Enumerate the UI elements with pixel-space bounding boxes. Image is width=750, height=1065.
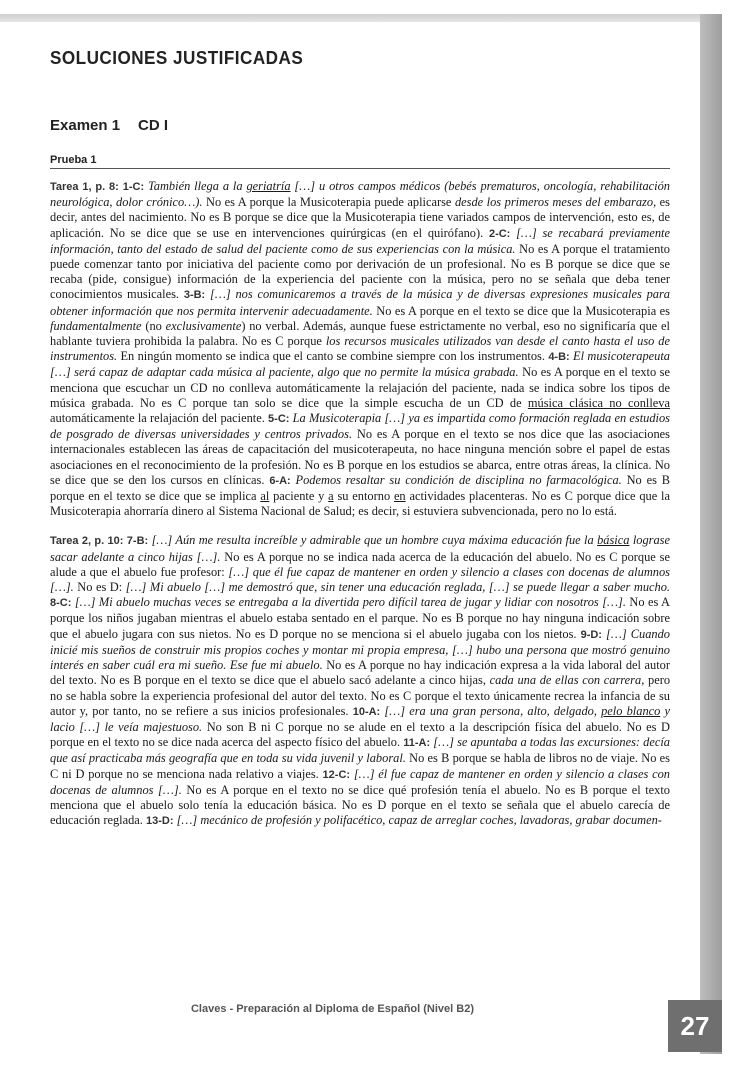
text-run: actividades placenteras. No es C porque dice que la Musicoterapia ahorraría dinero al Sistema Nacional de Salud; es decir, si estuviera subvencionada, pero no lo está.: [50, 489, 670, 519]
text-run: […] él fue capaz de mantener en orden y silencio a clases con docenas de alumnos […].: [50, 766, 670, 797]
answer-label: 5-C:: [268, 413, 290, 426]
text-run: No es A porque la Musicoterapia puede aplicarse: [202, 195, 455, 210]
text-run: No es B porque en el texto se dice que se implica: [50, 472, 670, 504]
text-run: (no: [141, 318, 166, 333]
answer-label: 3-B:: [183, 289, 206, 302]
text-run: básica: [597, 533, 630, 548]
text-run: , pero no se habla sobre la experiencia profesional del autor del texto. No es C porque el texto únicamente recrea la infancia de su autor y, por tanto, no se refiere a sus inicios profesionales.: [50, 673, 671, 718]
text-run: al: [260, 489, 270, 504]
text-run: El musicoterapeuta […] será capaz de adaptar cada música al paciente, algo que no permite la música grabada.: [50, 349, 671, 380]
text-run: música clásica no conlleva: [527, 395, 670, 410]
text-run: […] se apuntaba a todas las excursiones: decía que así practicaba más geografía que en toda su vida juvenil y laboral.: [50, 735, 670, 766]
exam-cd: CD I: [138, 117, 169, 134]
text-run: No es A porque en el texto se menciona que escuchar un CD no conlleva automáticamente la relajación del paciente, nada se indica sobre los tipos de música grabada. No es C porque tan solo se dice que la simple escucha de un CD de: [50, 365, 670, 410]
text-run: paciente y: [269, 489, 329, 504]
text-run: No es A porque en el texto se dice que la Musicoterapia es: [372, 303, 671, 318]
answer-label: 8-C:: [50, 597, 72, 610]
text-run: Podemos resaltar su condición de disciplina no farmacológica.: [290, 472, 622, 487]
text-run: […] Cuando inicié mis sueños de construir mis propios coches y montar mi propia empresa, […] hubo una persona que mostró genuino interés en saber cuál era mi sueño. Ese fue mi abuelo.: [50, 626, 670, 673]
text-run: en: [393, 489, 406, 504]
answer-label: 12-C:: [322, 768, 351, 781]
page-number: 27: [680, 1010, 710, 1041]
answer-label: 2-C:: [488, 227, 511, 240]
page-footer: Claves - Preparación al Diploma de Español (Nivel B2): [190, 1003, 475, 1015]
text-run: y lacio […] le veía majestuoso.: [50, 703, 670, 734]
page-title: SOLUCIONES JUSTIFICADAS: [50, 48, 304, 68]
text-run: fundamentalmente: [50, 318, 142, 333]
text-run: exclusivamente: [165, 318, 242, 333]
text-run: desde los primeros meses del embarazo: [454, 195, 654, 210]
task-2-label: Tarea 2, p. 10:: [50, 535, 124, 548]
task-1-label: Tarea 1, p. 8:: [50, 181, 119, 193]
text-run: No es A porque en el texto se nos dice que las asociaciones internacionales establecen las áreas de capacitación del musicoterapeuta, no hace ninguna mención sobre el papel de estas asociaciones en el reconocimiento de la profesión. No es B porque en los estudios se abarca, entre otras áreas, la clínica. No se dice que se den los cursos en clínicas.: [50, 427, 670, 487]
text-run: […] mecánico de profesión y polifacético, capaz de arreglar coches, lavadoras, grabar documen-: [173, 813, 662, 828]
exam-heading: [50, 117, 670, 134]
text-run: […] Aún me resulta increíble y admirable que un hombre cuya máxima educación fue la: [148, 533, 598, 548]
text-run: lograse sacar adelante a cinco hijas […].: [50, 533, 670, 564]
page-side-band: [700, 14, 722, 1054]
text-run: […] u otros campos médicos (bebés prematuros, oncología, rehabilitación neurológica, dolor crónico…).: [50, 179, 670, 210]
text-run: No es A porque no se indica nada acerca de la educación del abuelo. No es C porque se alude a que el abuelo fue profesor:: [50, 549, 670, 579]
text-run: […] nos comunicaremos a través de la música y de diversas expresiones musicales para obtener información que nos permita intervenir adecuadamente.: [50, 287, 670, 318]
page-top-border: [0, 14, 722, 22]
text-run: No son B ni C porque no se alude en el texto a la descripción física del abuelo. No es D porque en el texto no se dice nada acerca del aspecto físico del abuelo.: [50, 719, 670, 750]
section-heading: Prueba 1: [50, 154, 670, 169]
task-1-paragraph: [50, 179, 670, 519]
text-run: También llega a la: [144, 179, 247, 193]
page-number-box: [668, 1000, 722, 1052]
answer-label: 1-C:: [122, 181, 145, 193]
text-run: automáticamente la relajación del paciente.: [50, 411, 269, 426]
text-run: No es B porque se habla de libros no de viaje. No es C ni D porque no se menciona nada relativo a viajes.: [50, 751, 670, 781]
text-run: No es A porque en el texto no se dice qué profesión tenía el abuelo. No es B porque el texto menciona que el abuelo solo tenía la educación básica. No es D porque en el texto se señala que el abuelo carecía de educación reglada.: [50, 782, 671, 828]
text-run: pelo blanco: [601, 703, 661, 718]
text-run: No es A porque no hay indicación expresa a la vida laboral del autor del texto. No es B porque en el texto se dice que el abuelo sacó adelante a cinco hijas,: [50, 658, 670, 688]
answer-label: 10-A:: [352, 705, 381, 718]
answer-label: 11-A:: [403, 737, 431, 750]
text-run: a: [328, 489, 334, 504]
text-run: cada una de ellas con carrera: [489, 673, 642, 688]
exam-name: Examen 1: [50, 117, 121, 134]
text-run: geriatría: [246, 179, 291, 193]
text-run: […] que él fue capaz de mantener en orden y silencio a clases con docenas de alumnos […].: [50, 564, 670, 595]
text-run: […] Mi abuelo […] me demostró que, sin tener una educación reglada, […] se puede llegar a saber mucho.: [125, 580, 670, 595]
text-run: No es D:: [73, 580, 126, 595]
answer-label: 4-B:: [548, 351, 570, 364]
text-run: La Musicoterapia […] ya es impartida como formación reglada en estudios de posgrado de diversas universidades y centros privados.: [50, 411, 670, 442]
answer-label: 9-D:: [580, 628, 602, 641]
text-run: No es A porque los niños jugaban mientras el abuelo estaba sentado en el parque. No es B porque no hay ninguna indicación sobre que el abuelo jugara con sus nietos. No es D porque no se menciona si el abuelo jugaba con los nietos.: [50, 595, 670, 641]
answer-label: 7-B:: [126, 535, 149, 548]
answer-label: 13-D:: [145, 815, 174, 828]
text-run: […] Mi abuelo muchas veces se entregaba a la divertida pero difícil tarea de jugar y lidiar con nosotros […].: [71, 595, 626, 610]
page-content: [50, 48, 670, 843]
text-run: su entorno: [333, 489, 394, 504]
text-run: En ningún momento se indica que el canto se combine siempre con los instrumentos.: [117, 349, 549, 364]
answer-label: 6-A:: [269, 474, 291, 487]
task-2-paragraph: [50, 533, 670, 829]
text-run: […] era una gran persona, alto, delgado,: [380, 703, 602, 718]
text-run: los recursos musicales utilizados van desde el canto hasta el uso de instrumentos.: [50, 334, 670, 364]
text-run: ) no verbal. Además, aunque fuese estrictamente no verbal, eso no significaría que el hablante tuviera prohibida la palabra. No es C porque: [50, 318, 670, 349]
text-run: No es A porque el tratamiento puede comenzar tanto por iniciativa del paciente como por derivación de un profesional. No es B porque se dice que se recaba (pide, consigue) información de la experiencia del paciente con la música, pero no se señala que deba tener conocimientos musicales.: [50, 241, 671, 302]
text-run: […] se recabará previamente información, tanto del estado de salud del paciente como de sus experiencias con la música.: [50, 225, 670, 256]
text-run: , es decir, antes del nacimiento. No es B porque se dice que la Musicoterapia tiene variados campos de intervención, esto es, de aplicación. No se dice que se use en intervenciones quirúrgicas (en el quirófano).: [50, 195, 670, 240]
